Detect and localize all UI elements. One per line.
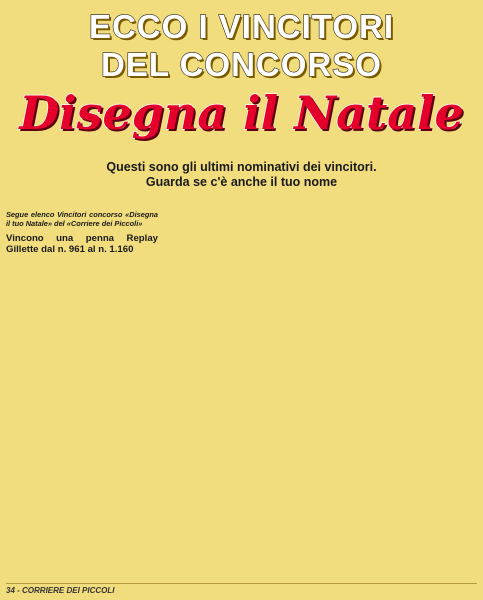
text-column-2 [165,210,317,585]
headline-line-3: Disegna il Natale [19,86,464,140]
footer-rule [6,583,477,584]
intro-line-2: Guarda se c'è anche il tuo nome [145,175,338,189]
page-header [0,0,483,150]
headline-line-1: ECCO I VINCITORI [88,8,395,45]
page-footer: 34 - CORRIERE DEI PICCOLI [6,586,115,595]
text-column-3 [324,210,478,585]
text-column-1 [6,210,158,585]
prize-subheading: Vincono una penna Replay Gillette dal n. 961 al n. 1.160 [6,233,158,256]
intro-text [0,160,483,190]
lead-paragraph: Segue elenco Vincitori concorso «Disegna il tuo Natale» del «Corriere dei Piccoli» [6,210,158,229]
headline-line-2: DEL CONCORSO [101,46,382,83]
intro-line-1: Questi sono gli ultimi nominativi dei vincitori. [106,160,377,174]
